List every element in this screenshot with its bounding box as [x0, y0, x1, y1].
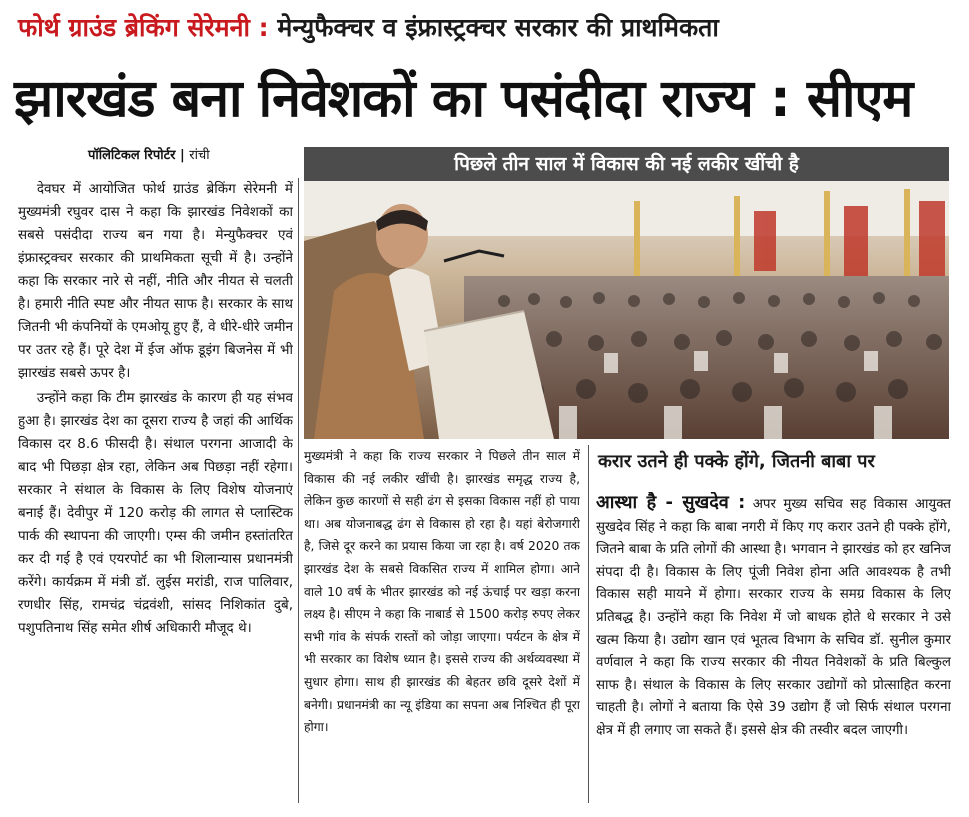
kicker-separator: :: [258, 13, 269, 42]
byline-reporter: पॉलिटिकल रिपोर्टर: [88, 148, 176, 163]
right-paragraph-text: अपर मुख्य सचिव सह विकास आयुक्त सुखदेव सिंह ने कहा कि बाबा नगरी में किए गए करार उतने ही पक्के होंगे, जितने बाबा के प्रति लोगों की आस्था है। भगवान ने झारखंड को हर खनिज संपदा दी है। विकास के लिए पूंजी निवेश होना अति आवश्यक है तभी विकास सही मायने में होगा। सरकार राज्य के समग्र विकास के लिए प्रतिबद्ध है। उन्होंने कहा कि निवेश में जो बाधक होते थे सरकार ने उसे खत्म किया है। उद्योग खान एवं भूतत्व विभाग के सचिव डॉ. सुनील कुमार वर्णवाल ने कहा कि राज्य सरकार की नीयत निवेशकों के प्रति बिल्कुल साफ है। संथाल के विकास के लिए सरकार उद्योगों को प्रोत्साहित करना चाहती है। लोगों ने बताया कि ऐसे 39 उद्योग हैं जो सिर्फ संथाल परगना क्षेत्र में ही लगाए जा सकते हैं। इससे क्षेत्र की तस्वीर बदल जाएगी।: [596, 497, 951, 738]
right-subheading-line-2: आस्था है - सुखदेव :: [596, 492, 746, 513]
kicker-line: [18, 8, 958, 48]
byline-place: रांची: [189, 148, 210, 163]
event-photo-illustration: [304, 181, 949, 439]
middle-column: [304, 445, 580, 803]
left-paragraph-1: देवघर में आयोजित फोर्थ ग्राउंड ब्रेकिंग सेरेमनी में मुख्यमंत्री रघुवर दास ने कहा कि झारखंड निवेशकों का सबसे पसंदीदा राज्य बन गया है। मेन्युफैक्चर एवं इंफ्रास्ट्रक्चर सरकार की प्राथमिकता सूची में है। उन्होंने कहा कि सरकार नारे से नहीं, नीति और नीयत से चलती है। हमारी नीति स्पष्ट और नीयत साफ है। सरकार के साथ जितनी भी कंपनियों के एमओयू हुए हैं, वे धीरे-धीरे जमीन पर उतर रहे हैं। पूरे देश में ईज ऑफ डूइंग बिजनेस में भी झारखंड सबसे ऊपर है।: [18, 181, 293, 381]
left-column: [18, 178, 293, 808]
kicker-subtitle: मेन्युफैक्चर व इंफ्रास्ट्रक्चर सरकार की प्राथमिकता: [277, 13, 719, 42]
right-subheading-line-1: करार उतने ही पक्के होंगे, जितनी बाबा पर: [598, 451, 875, 472]
left-paragraph-2: उन्होंने कहा कि टीम झारखंड के कारण ही यह संभव हुआ है। झारखंड देश का दूसरा राज्य है जहां की आर्थिक विकास दर 8.6 फीसदी है। संथाल परगना आजादी के बाद भी पिछड़ा क्षेत्र रहा, लेकिन अब पिछड़ा नहीं रहेगा। सरकार ने संथाल के विकास के लिए विशेष योजनाएं बनाई हैं। देवीपुर में 120 करोड़ की लागत से प्लास्टिक पार्क की स्थापना की जाएगी। एम्स की जमीन हस्तांतरित कर दी गई है एवं एयरपोर्ट का भी शिलान्यास प्रधानमंत्री करेंगे। कार्यक्रम में मंत्री डॉ. लुईस मरांडी, राज पालिवार, रणधीर सिंह, रामचंद्र चंद्रवंशी, सांसद निशिकांत दुबे, पशुपतिनाथ सिंह समेत शीर्ष अधिकारी मौजूद थे।: [18, 390, 293, 636]
byline-divider: |: [180, 148, 190, 163]
middle-paragraph: मुख्यमंत्री ने कहा कि राज्य सरकार ने पिछले तीन साल में विकास की नई लकीर खींची है। झारखंड समृद्ध राज्य है, लेकिन कुछ कारणों से सही ढंग से इसका विकास नहीं हो पाया था। अब योजनाबद्ध ढंग से विकास हो रहा है। यहां बेरोजगारी है, जिसे दूर करने का प्रयास किया जा रहा है। वर्ष 2020 तक झारखंड देश के सबसे विकसित राज्य में शामिल होगा। आने वाले 10 वर्ष के भीतर झारखंड को नई ऊंचाई पर खड़ा करना लक्ष्य है। सीएम ने कहा कि नाबार्ड से 1500 करोड़ रुपए लेकर सभी गांव के संपर्क रास्तों को जोड़ा जाएगा। पर्यटन के क्षेत्र में भी सरकार का विशेष ध्यान है। इससे राज्य की अर्थव्यवस्था में सुधार होगा। साथ ही झारखंड की बेहतर छवि दूसरे देशों में बनेगी। प्रधानमंत्री का न्यू इंडिया का सपना अब निश्चित ही पूरा होगा।: [304, 449, 580, 735]
event-photo: [304, 181, 949, 439]
right-paragraph: [596, 492, 951, 743]
column-divider-right: [588, 445, 589, 803]
right-column: [596, 492, 951, 802]
column-divider-left: [298, 178, 299, 803]
main-headline: झारखंड बना निवेशकों का पसंदीदा राज्य : सीएम: [14, 69, 913, 129]
photo-caption-banner: पिछले तीन साल में विकास की नई लकीर खींची है: [304, 147, 949, 181]
right-subheading: [598, 450, 953, 494]
byline: [88, 145, 288, 167]
kicker-event: फोर्थ ग्राउंड ब्रेकिंग सेरेमनी: [18, 13, 250, 42]
